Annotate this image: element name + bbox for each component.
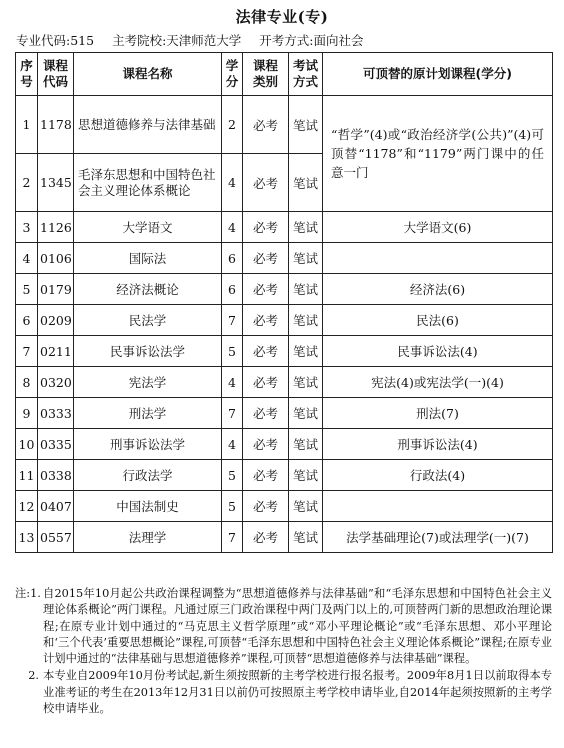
cell-code: 0338 <box>38 460 74 491</box>
note-2-prefix: 2. <box>28 669 39 683</box>
exam-school: 主考院校:天津师范大学 <box>112 33 242 48</box>
cell-substitute: 刑事诉讼法(4) <box>323 429 553 460</box>
cell-substitute <box>323 243 553 274</box>
note-2 <box>15 668 552 717</box>
cell-code: 0557 <box>38 522 74 553</box>
table-row <box>16 305 553 336</box>
header-name: 课程名称 <box>74 53 222 96</box>
cell-exam: 笔试 <box>289 429 323 460</box>
cell-name: 刑事诉讼法学 <box>74 429 222 460</box>
cell-type: 必考 <box>243 305 289 336</box>
cell-code: 0320 <box>38 367 74 398</box>
cell-no: 13 <box>16 522 38 553</box>
cell-code: 0211 <box>38 336 74 367</box>
note-1 <box>15 586 552 667</box>
cell-exam: 笔试 <box>289 522 323 553</box>
cell-substitute <box>323 491 553 522</box>
cell-name: 经济法概论 <box>74 274 222 305</box>
cell-name: 毛泽东思想和中国特色社会主义理论体系概论 <box>74 154 222 212</box>
header-credit: 学分 <box>222 53 243 96</box>
cell-no: 2 <box>16 154 38 212</box>
major-info <box>16 31 377 49</box>
cell-substitute: 民法(6) <box>323 305 553 336</box>
cell-code: 1178 <box>38 96 74 154</box>
cell-substitute-merged: “哲学”(4)或“政治经济学(公共)”(4)可顶替“1178”和“1179”两门课中的任意一门 <box>323 96 553 212</box>
table-row <box>16 460 553 491</box>
cell-name: 民事诉讼法学 <box>74 336 222 367</box>
cell-credit: 4 <box>222 429 243 460</box>
cell-no: 11 <box>16 460 38 491</box>
cell-exam: 笔试 <box>289 460 323 491</box>
cell-credit: 5 <box>222 460 243 491</box>
table-row <box>16 491 553 522</box>
table-row <box>16 212 553 243</box>
cell-credit: 2 <box>222 96 243 154</box>
cell-type: 必考 <box>243 398 289 429</box>
cell-credit: 4 <box>222 367 243 398</box>
cell-no: 8 <box>16 367 38 398</box>
note-2-text: 本专业自2009年10月份考试起,新生须按照新的主考学校进行报名报考。2009年8月1日以前取得本专业准考证的考生在2013年12月31日以前仍可按照原主考学校申请毕业,自2014年起须按照新的主考学校申请毕业。 <box>43 669 552 716</box>
cell-code: 0335 <box>38 429 74 460</box>
table-row <box>16 243 553 274</box>
cell-exam: 笔试 <box>289 212 323 243</box>
header-substitute: 可顶替的原计划课程(学分) <box>323 53 553 96</box>
cell-credit: 7 <box>222 398 243 429</box>
cell-name: 行政法学 <box>74 460 222 491</box>
cell-code: 0333 <box>38 398 74 429</box>
cell-exam: 笔试 <box>289 398 323 429</box>
cell-exam: 笔试 <box>289 96 323 154</box>
table-row <box>16 398 553 429</box>
cell-name: 中国法制史 <box>74 491 222 522</box>
cell-credit: 4 <box>222 154 243 212</box>
cell-exam: 笔试 <box>289 336 323 367</box>
cell-substitute: 行政法(4) <box>323 460 553 491</box>
cell-credit: 6 <box>222 243 243 274</box>
cell-type: 必考 <box>243 212 289 243</box>
major-code: 专业代码:515 <box>16 33 95 48</box>
cell-code: 0106 <box>38 243 74 274</box>
cell-name: 思想道德修养与法律基础 <box>74 96 222 154</box>
cell-name: 宪法学 <box>74 367 222 398</box>
header-no: 序号 <box>16 53 38 96</box>
table-row <box>16 96 553 154</box>
cell-credit: 5 <box>222 491 243 522</box>
cell-exam: 笔试 <box>289 274 323 305</box>
cell-no: 1 <box>16 96 38 154</box>
cell-exam: 笔试 <box>289 154 323 212</box>
cell-credit: 6 <box>222 274 243 305</box>
note-1-text: 自2015年10月起公共政治课程调整为“思想道德修养与法律基础”和“毛泽东思想和中国特色社会主义理论体系概论”两门课程。凡通过原三门政治课程中两门及两门以上的,可顶替两门新的思想政治理论课程;在原专业计划中通过的“马克思主义哲学原理”或“邓小平理论概论”或“毛泽东思想、邓小平理论和‘三个代表’重要思想概论”课程,可顶替“毛泽东思想和中国特色社会主义理论体系概论”课程;在原专业计划中通过的“法律基础与思想道德修养”课程,可顶替“思想道德修养与法律基础”课程。 <box>43 587 552 666</box>
cell-type: 必考 <box>243 460 289 491</box>
cell-credit: 4 <box>222 212 243 243</box>
notes <box>15 586 552 718</box>
cell-substitute: 宪法(4)或宪法学(一)(4) <box>323 367 553 398</box>
header-exam: 考试方式 <box>289 53 323 96</box>
cell-credit: 5 <box>222 336 243 367</box>
cell-code: 1345 <box>38 154 74 212</box>
table-row <box>16 274 553 305</box>
table-row <box>16 336 553 367</box>
cell-no: 7 <box>16 336 38 367</box>
note-1-prefix: 注:1. <box>15 587 41 600</box>
page-title: 法律专业(专) <box>235 8 329 26</box>
cell-type: 必考 <box>243 367 289 398</box>
header-code: 课程代码 <box>38 53 74 96</box>
cell-type: 必考 <box>243 522 289 553</box>
cell-code: 0179 <box>38 274 74 305</box>
cell-type: 必考 <box>243 243 289 274</box>
cell-code: 1126 <box>38 212 74 243</box>
cell-type: 必考 <box>243 491 289 522</box>
cell-no: 4 <box>16 243 38 274</box>
cell-exam: 笔试 <box>289 243 323 274</box>
cell-name: 刑法学 <box>74 398 222 429</box>
header-type: 课程类别 <box>243 53 289 96</box>
cell-code: 0407 <box>38 491 74 522</box>
cell-exam: 笔试 <box>289 367 323 398</box>
cell-no: 5 <box>16 274 38 305</box>
cell-type: 必考 <box>243 336 289 367</box>
cell-name: 大学语文 <box>74 212 222 243</box>
cell-type: 必考 <box>243 274 289 305</box>
exam-mode: 开考方式:面向社会 <box>259 33 364 48</box>
table-row <box>16 522 553 553</box>
cell-name: 国际法 <box>74 243 222 274</box>
cell-no: 12 <box>16 491 38 522</box>
cell-type: 必考 <box>243 96 289 154</box>
cell-no: 10 <box>16 429 38 460</box>
cell-no: 6 <box>16 305 38 336</box>
cell-exam: 笔试 <box>289 305 323 336</box>
cell-type: 必考 <box>243 429 289 460</box>
cell-credit: 7 <box>222 522 243 553</box>
course-table <box>15 52 553 553</box>
cell-type: 必考 <box>243 154 289 212</box>
cell-code: 0209 <box>38 305 74 336</box>
cell-substitute: 民事诉讼法(4) <box>323 336 553 367</box>
cell-name: 法理学 <box>74 522 222 553</box>
cell-no: 3 <box>16 212 38 243</box>
cell-exam: 笔试 <box>289 491 323 522</box>
cell-substitute: 刑法(7) <box>323 398 553 429</box>
cell-substitute: 大学语文(6) <box>323 212 553 243</box>
cell-substitute: 经济法(6) <box>323 274 553 305</box>
table-row <box>16 367 553 398</box>
cell-name: 民法学 <box>74 305 222 336</box>
cell-substitute: 法学基础理论(7)或法理学(一)(7) <box>323 522 553 553</box>
table-row <box>16 429 553 460</box>
cell-credit: 7 <box>222 305 243 336</box>
table-header-row <box>16 53 553 96</box>
cell-no: 9 <box>16 398 38 429</box>
